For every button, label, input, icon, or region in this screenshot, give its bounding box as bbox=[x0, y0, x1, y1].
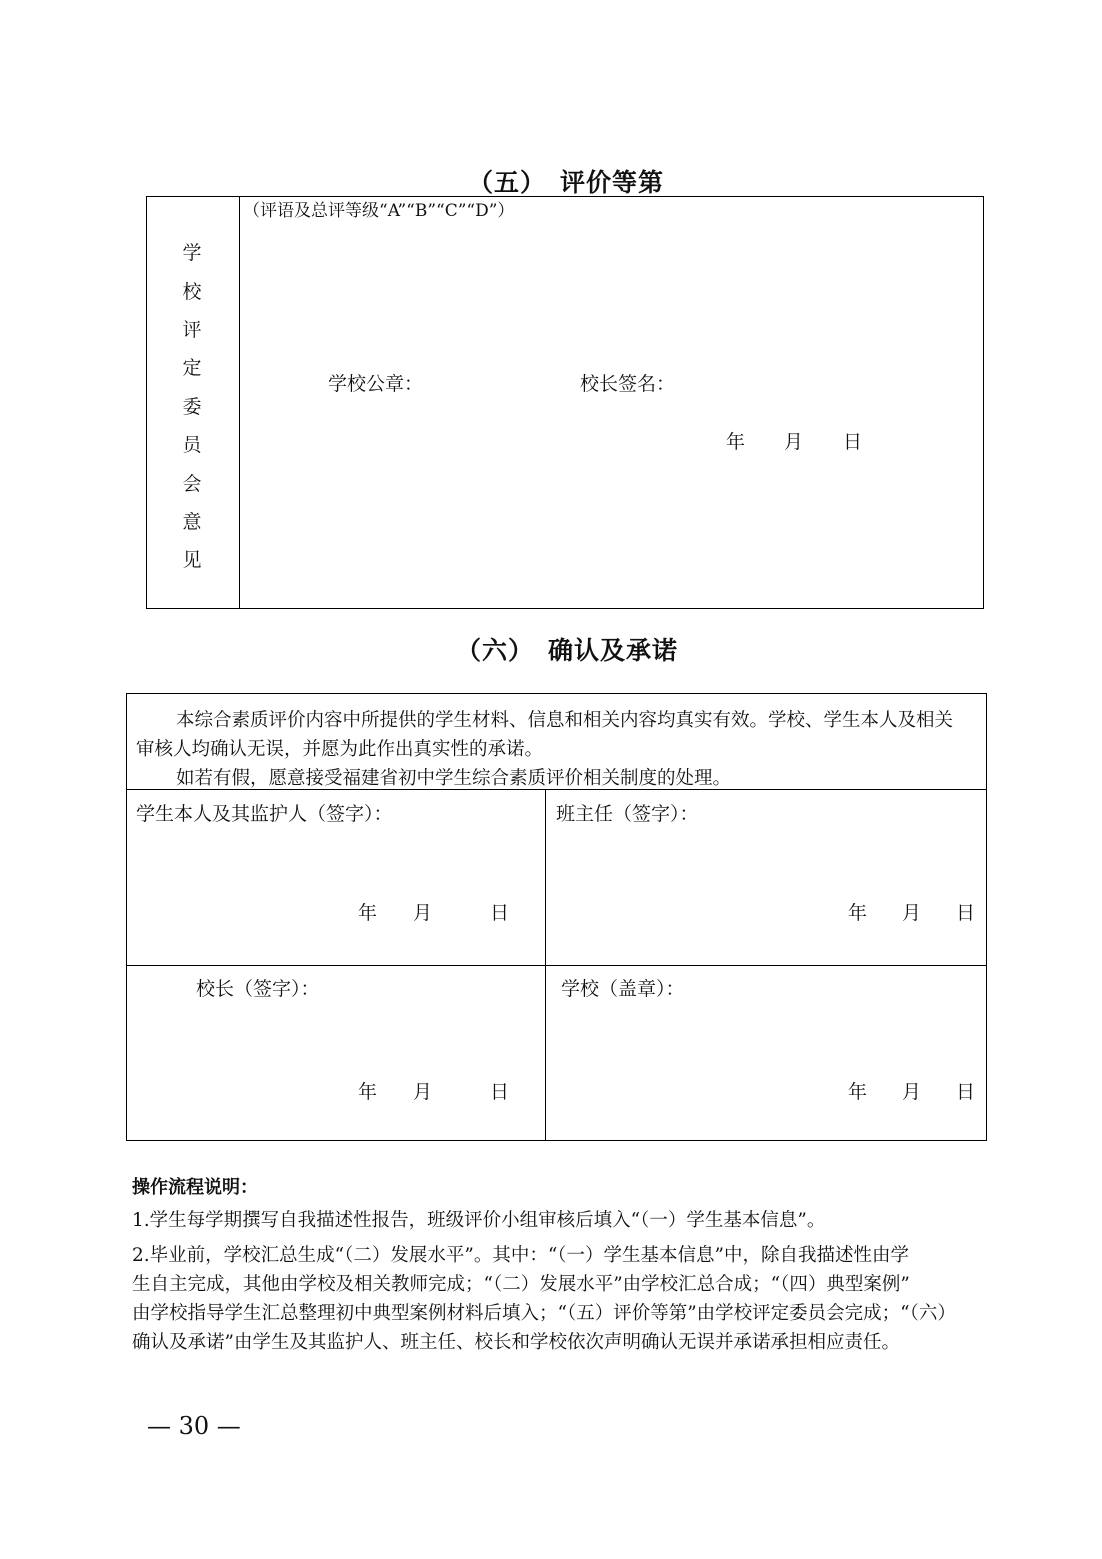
principal-sign-label: 校长签名： bbox=[580, 373, 676, 395]
date-month: 月 bbox=[413, 1081, 433, 1103]
section6-heading bbox=[456, 631, 678, 667]
notes-item-1: 1.学生每学期撰写自我描述性报告，班级评价小组审核后填入“（一）学生基本信息”。 bbox=[132, 1210, 826, 1231]
section5-divider bbox=[239, 196, 240, 609]
date-day: 日 bbox=[956, 902, 976, 924]
side-char: 员 bbox=[182, 434, 202, 456]
date-day: 日 bbox=[490, 1081, 510, 1103]
section6-row-divider-2 bbox=[126, 965, 987, 966]
side-char: 校 bbox=[182, 281, 202, 303]
side-char: 学 bbox=[182, 242, 202, 264]
date-day: 日 bbox=[490, 902, 510, 924]
section6-col-divider bbox=[545, 789, 546, 1141]
date-month: 月 bbox=[902, 902, 922, 924]
section5-heading-num: （五） bbox=[468, 168, 547, 197]
date-day: 日 bbox=[956, 1081, 976, 1103]
statement-line-2: 审核人均确认无误，并愿为此作出真实性的承诺。 bbox=[136, 739, 544, 760]
side-char: 委 bbox=[182, 396, 202, 418]
notes-item-2-line-2: 生自主完成，其他由学校及相关教师完成；“（二）发展水平”由学校汇总合成；“（四）典型案例” bbox=[132, 1274, 910, 1295]
school-seal-label: 学校公章： bbox=[328, 373, 424, 395]
principal-sign-label: 校长（签字）： bbox=[196, 978, 320, 1000]
date-year: 年 bbox=[848, 1081, 868, 1103]
date-year: 年 bbox=[358, 1081, 378, 1103]
section5-hint: （评语及总评等级“A”“B”“C”“D”） bbox=[243, 201, 515, 221]
side-char: 会 bbox=[182, 473, 202, 495]
date-year: 年 bbox=[358, 902, 378, 924]
side-char: 定 bbox=[182, 357, 202, 379]
notes-item-2-line-3: 由学校指导学生汇总整理初中典型案例材料后填入；“（五）评价等第”由学校评定委员会完成；“（六） bbox=[132, 1303, 956, 1324]
side-char: 意 bbox=[182, 511, 202, 533]
notes-item-2-line-4: 确认及承诺”由学生及其监护人、班主任、校长和学校依次声明确认无误并承诺承担相应责任。 bbox=[132, 1332, 900, 1353]
section6-heading-text: 确认及承诺 bbox=[548, 636, 679, 665]
statement-line-3: 如若有假，愿意接受福建省初中学生综合素质评价相关制度的处理。 bbox=[176, 768, 732, 789]
side-char: 见 bbox=[182, 549, 202, 571]
date-month: 月 bbox=[902, 1081, 922, 1103]
head-teacher-sign-label: 班主任（签字）： bbox=[556, 803, 699, 825]
school-seal-label: 学校（盖章）： bbox=[561, 978, 685, 1000]
date-month: 月 bbox=[784, 431, 804, 453]
side-char: 评 bbox=[182, 319, 202, 341]
page-number: — 30 — bbox=[147, 1412, 241, 1440]
section5-heading-text: 评价等第 bbox=[560, 168, 665, 197]
section5-heading bbox=[468, 163, 664, 199]
statement-line-1: 本综合素质评价内容中所提供的学生材料、信息和相关内容均真实有效。学校、学生本人及相关 bbox=[176, 710, 954, 731]
student-guardian-sign-label: 学生本人及其监护人（签字）： bbox=[136, 803, 393, 825]
section6-heading-num: （六） bbox=[456, 636, 535, 665]
date-day: 日 bbox=[843, 431, 863, 453]
notes-item-2-line-1: 2.毕业前，学校汇总生成“（二）发展水平”。其中：“（一）学生基本信息”中，除自我描述性由学 bbox=[132, 1245, 909, 1266]
notes-title: 操作流程说明： bbox=[132, 1177, 258, 1198]
date-year: 年 bbox=[848, 902, 868, 924]
section5-table bbox=[146, 196, 984, 609]
date-month: 月 bbox=[413, 902, 433, 924]
date-year: 年 bbox=[726, 431, 746, 453]
